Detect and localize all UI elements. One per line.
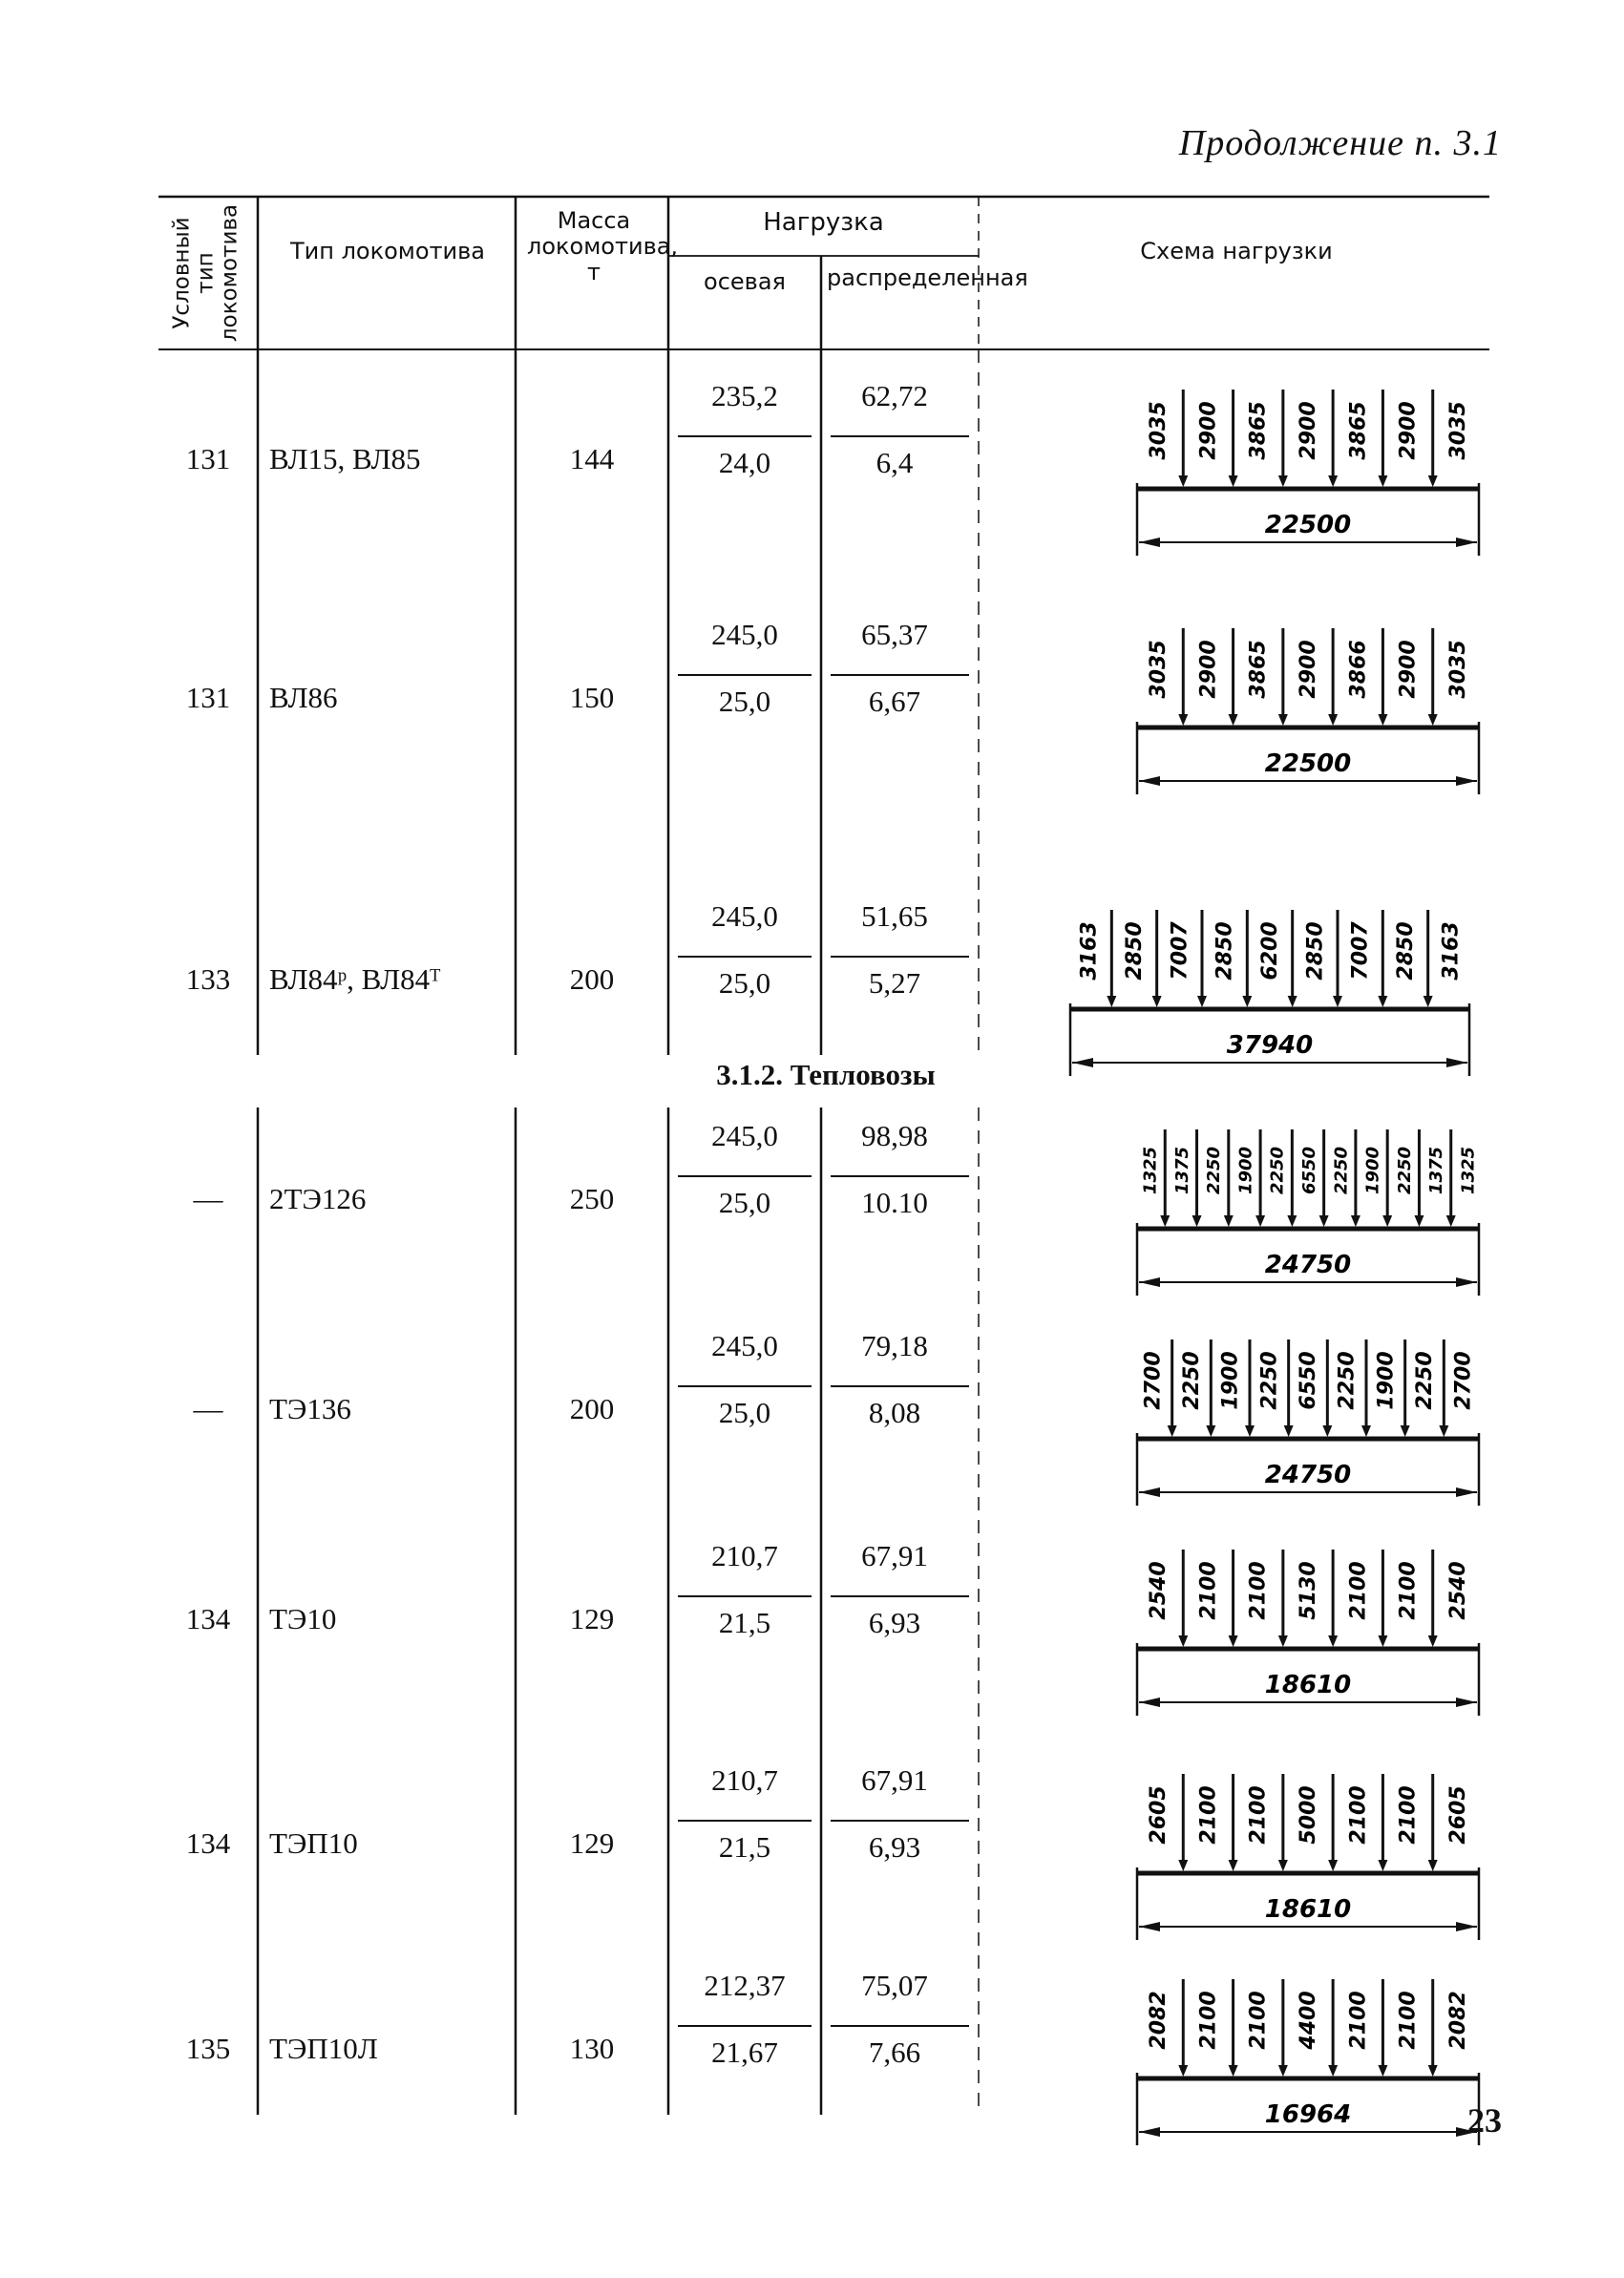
arrow-head: [1178, 714, 1188, 726]
arrow-head: [1378, 1635, 1387, 1647]
arrow-head: [1278, 475, 1288, 487]
span-label: 1900: [1362, 1146, 1383, 1195]
dist-top: 79,18: [861, 1329, 928, 1362]
span-label: 2100: [1346, 1561, 1371, 1620]
load-scheme-diagram: [1122, 382, 1494, 568]
header-mass: Масса локомотива, т: [527, 207, 679, 285]
axial-top: 245,0: [711, 618, 778, 651]
span-label: 2250: [1204, 1146, 1225, 1195]
span-label: 2100: [1346, 1785, 1371, 1845]
row-type: ВЛ15, ВЛ85: [269, 442, 421, 475]
dist-top: 65,37: [861, 618, 928, 651]
span-label: 2700: [1141, 1351, 1166, 1410]
arrow-head: [1439, 1425, 1448, 1437]
arrow-head: [1414, 1215, 1424, 1227]
dimension-arrow: [1456, 1277, 1477, 1287]
arrow-head: [1229, 475, 1238, 487]
dimension-arrow: [1139, 2127, 1160, 2137]
arrow-head: [1428, 1860, 1438, 1871]
dimension-arrow: [1456, 1698, 1477, 1707]
arrow-head: [1160, 1215, 1170, 1227]
span-label: 5000: [1297, 1785, 1320, 1845]
span-label: 1900: [1235, 1146, 1256, 1195]
arrow-head: [1319, 1215, 1329, 1227]
span-label: 6200: [1258, 921, 1282, 981]
header-code: Условный тип локомотива: [169, 203, 243, 343]
row-type: ТЭП10: [269, 1826, 358, 1860]
span-label: 2250: [1267, 1146, 1288, 1195]
row-type: ВЛ84ᵖ, ВЛ84ᵀ: [269, 962, 441, 996]
span-label: 2100: [1196, 1561, 1221, 1620]
row-mass: 129: [569, 1826, 615, 1860]
arrow-head: [1378, 2065, 1387, 2077]
span-label: 2250: [1180, 1351, 1204, 1410]
arrow-head: [1401, 1425, 1410, 1437]
arrow-head: [1328, 475, 1338, 487]
axial-top: 235,2: [711, 379, 778, 412]
load-scheme-diagram: [1122, 1542, 1494, 1728]
arrow-head: [1378, 996, 1387, 1007]
dist-bottom: 8,08: [868, 1396, 921, 1429]
row-mass: 250: [569, 1182, 615, 1215]
arrow-head: [1351, 1215, 1360, 1227]
load-scheme-diagram: [1122, 1122, 1494, 1308]
load-scheme-diagram: [1122, 1766, 1494, 1952]
span-label: 2900: [1396, 640, 1421, 699]
span-label: 3866: [1346, 640, 1371, 699]
arrow-head: [1378, 475, 1387, 487]
span-label: 6550: [1299, 1146, 1319, 1195]
span-label: 2100: [1396, 1561, 1421, 1620]
arrow-head: [1242, 996, 1252, 1007]
span-label: 3163: [1439, 921, 1464, 981]
span-label: 3035: [1147, 640, 1171, 699]
arrow-head: [1378, 714, 1387, 726]
span-label: 2900: [1196, 401, 1221, 460]
dimension-arrow: [1456, 1922, 1477, 1931]
dist-bottom: 6,93: [868, 1606, 921, 1639]
row-code: 134: [185, 1602, 231, 1635]
dimension-arrow: [1072, 1058, 1093, 1067]
load-scheme-diagram: [1122, 621, 1494, 807]
span-label: 5130: [1297, 1561, 1320, 1620]
dist-bottom: 5,27: [868, 966, 921, 1000]
span-label: 3865: [1346, 401, 1371, 460]
arrow-head: [1152, 996, 1162, 1007]
arrow-head: [1278, 1635, 1288, 1647]
arrow-head: [1328, 1635, 1338, 1647]
total-length-label: 18610: [1264, 1895, 1352, 1924]
total-length-label: 18610: [1264, 1671, 1352, 1699]
arrow-head: [1428, 2065, 1438, 2077]
dist-bottom: 6,4: [875, 446, 914, 479]
span-label: 1900: [1374, 1351, 1399, 1410]
arrow-head: [1424, 996, 1433, 1007]
span-label: 4400: [1297, 1991, 1320, 2050]
dist-top: 67,91: [861, 1539, 928, 1572]
dimension-arrow: [1456, 538, 1477, 547]
arrow-head: [1255, 1215, 1265, 1227]
dist-bottom: 6,93: [868, 1830, 921, 1864]
arrow-head: [1178, 1860, 1188, 1871]
span-label: 2605: [1445, 1785, 1470, 1845]
span-label: 2100: [1246, 1991, 1271, 2050]
span-label: 1325: [1140, 1146, 1161, 1195]
arrow-head: [1288, 996, 1297, 1007]
arrow-head: [1178, 1635, 1188, 1647]
dimension-arrow: [1456, 1487, 1477, 1497]
axial-bottom: 21,5: [718, 1830, 771, 1864]
arrow-head: [1192, 1215, 1202, 1227]
arrow-head: [1278, 2065, 1288, 2077]
span-label: 2700: [1451, 1351, 1476, 1410]
axial-top: 245,0: [711, 1329, 778, 1362]
load-scheme-diagram: [1122, 1332, 1494, 1518]
arrow-head: [1287, 1215, 1297, 1227]
dist-bottom: 6,67: [868, 685, 921, 718]
arrow-head: [1322, 1425, 1332, 1437]
arrow-head: [1178, 2065, 1188, 2077]
arrow-head: [1378, 1860, 1387, 1871]
page-number: 23: [1467, 2101, 1502, 2140]
load-scheme-diagram: [1055, 902, 1485, 1088]
arrow-head: [1107, 996, 1116, 1007]
arrow-head: [1229, 1635, 1238, 1647]
axial-top: 210,7: [711, 1539, 778, 1572]
row-mass: 200: [569, 1392, 615, 1425]
total-length-label: 22500: [1264, 511, 1352, 539]
span-label: 2250: [1331, 1146, 1352, 1195]
row-type: ВЛ86: [269, 681, 338, 714]
row-code: 131: [185, 681, 231, 714]
dimension-arrow: [1139, 1487, 1160, 1497]
header-scheme: Схема нагрузки: [1140, 238, 1333, 264]
span-label: 2250: [1394, 1146, 1415, 1195]
dimension-arrow: [1139, 1922, 1160, 1931]
total-length-label: 16964: [1264, 2100, 1352, 2129]
axial-bottom: 21,67: [711, 2035, 778, 2069]
span-label: 3163: [1077, 921, 1102, 981]
dist-bottom: 10.10: [861, 1186, 928, 1219]
span-label: 1900: [1218, 1351, 1243, 1410]
row-code: 133: [185, 962, 231, 996]
arrow-head: [1224, 1215, 1234, 1227]
row-code: —: [193, 1392, 223, 1425]
total-length-label: 24750: [1264, 1251, 1352, 1279]
span-label: 2540: [1147, 1561, 1171, 1620]
arrow-head: [1328, 714, 1338, 726]
row-mass: 200: [569, 962, 615, 996]
arrow-head: [1278, 1860, 1288, 1871]
header-type: Тип локомотива: [290, 238, 485, 264]
span-label: 3035: [1445, 640, 1470, 699]
span-label: 2100: [1196, 1991, 1221, 2050]
span-label: 7007: [1348, 921, 1373, 981]
axial-bottom: 25,0: [718, 685, 771, 718]
total-length-label: 22500: [1264, 749, 1352, 778]
dimension-arrow: [1139, 776, 1160, 786]
arrow-head: [1328, 1860, 1338, 1871]
row-mass: 129: [569, 1602, 615, 1635]
arrow-head: [1197, 996, 1207, 1007]
dimension-arrow: [1139, 538, 1160, 547]
span-label: 2100: [1396, 1785, 1421, 1845]
arrow-head: [1361, 1425, 1371, 1437]
arrow-head: [1245, 1425, 1255, 1437]
span-label: 2100: [1396, 1991, 1421, 2050]
arrow-head: [1428, 714, 1438, 726]
span-label: 2250: [1257, 1351, 1282, 1410]
row-type: ТЭ10: [269, 1602, 337, 1635]
dimension-arrow: [1139, 1698, 1160, 1707]
span-label: 2100: [1246, 1785, 1271, 1845]
section-title: 3.1.2. Тепловозы: [716, 1058, 936, 1091]
span-label: 7007: [1168, 921, 1192, 981]
span-label: 2850: [1303, 921, 1328, 981]
total-length-label: 37940: [1226, 1031, 1314, 1060]
span-label: 2605: [1147, 1785, 1171, 1845]
dist-top: 51,65: [861, 899, 928, 933]
arrow-head: [1206, 1425, 1215, 1437]
span-label: 2540: [1445, 1561, 1470, 1620]
page-header: Продолжение п. 3.1: [1178, 123, 1502, 163]
arrow-head: [1178, 475, 1188, 487]
span-label: 1375: [1426, 1146, 1447, 1195]
axial-bottom: 21,5: [718, 1606, 771, 1639]
dist-top: 75,07: [861, 1969, 928, 2002]
arrow-head: [1229, 714, 1238, 726]
header-axial: осевая: [704, 268, 786, 295]
arrow-head: [1229, 2065, 1238, 2077]
total-length-label: 24750: [1264, 1461, 1352, 1489]
span-label: 2250: [1335, 1351, 1360, 1410]
row-type: ТЭ136: [269, 1392, 351, 1425]
arrow-head: [1284, 1425, 1294, 1437]
axial-bottom: 25,0: [718, 966, 771, 1000]
dist-bottom: 7,66: [868, 2035, 921, 2069]
span-label: 3865: [1246, 401, 1271, 460]
span-label: 6550: [1297, 1351, 1320, 1410]
load-scheme-diagram: [1122, 1972, 1494, 2158]
row-type: ТЭП10Л: [269, 2032, 378, 2065]
span-label: 2900: [1396, 401, 1421, 460]
span-label: 3035: [1445, 401, 1470, 460]
row-type: 2ТЭ126: [269, 1182, 367, 1215]
header-load: Нагрузка: [763, 208, 884, 237]
span-label: 2900: [1297, 640, 1320, 699]
arrow-head: [1333, 996, 1342, 1007]
axial-top: 212,37: [704, 1969, 786, 2002]
axial-bottom: 24,0: [718, 446, 771, 479]
span-label: 2850: [1394, 921, 1418, 981]
span-label: 2250: [1413, 1351, 1437, 1410]
dist-top: 98,98: [861, 1119, 928, 1152]
row-mass: 144: [569, 442, 615, 475]
axial-top: 210,7: [711, 1763, 778, 1797]
span-label: 1375: [1171, 1146, 1192, 1195]
span-label: 2100: [1196, 1785, 1221, 1845]
span-label: 2850: [1213, 921, 1237, 981]
span-label: 2082: [1147, 1991, 1171, 2050]
span-label: 2100: [1246, 1561, 1271, 1620]
row-code: 134: [185, 1826, 231, 1860]
arrow-head: [1428, 1635, 1438, 1647]
axial-top: 245,0: [711, 1119, 778, 1152]
axial-top: 245,0: [711, 899, 778, 933]
span-label: 2100: [1346, 1991, 1371, 2050]
arrow-head: [1428, 475, 1438, 487]
dist-top: 67,91: [861, 1763, 928, 1797]
span-label: 1325: [1458, 1146, 1479, 1195]
axial-bottom: 25,0: [718, 1186, 771, 1219]
row-code: 135: [185, 2032, 231, 2065]
row-code: 131: [185, 442, 231, 475]
dimension-arrow: [1139, 1277, 1160, 1287]
arrow-head: [1168, 1425, 1177, 1437]
span-label: 2082: [1445, 1991, 1470, 2050]
span-label: 3865: [1246, 640, 1271, 699]
dimension-arrow: [1456, 776, 1477, 786]
arrow-head: [1328, 2065, 1338, 2077]
row-mass: 130: [569, 2032, 615, 2065]
dist-top: 62,72: [861, 379, 928, 412]
axial-bottom: 25,0: [718, 1396, 771, 1429]
dimension-arrow: [1446, 1058, 1467, 1067]
span-label: 2900: [1297, 401, 1320, 460]
arrow-head: [1446, 1215, 1456, 1227]
arrow-head: [1382, 1215, 1392, 1227]
span-label: 2850: [1123, 921, 1147, 981]
header-distributed: распределенная: [827, 264, 1028, 291]
row-code: —: [193, 1182, 223, 1215]
arrow-head: [1229, 1860, 1238, 1871]
arrow-head: [1278, 714, 1288, 726]
row-mass: 150: [569, 681, 615, 714]
span-label: 2900: [1196, 640, 1221, 699]
span-label: 3035: [1147, 401, 1171, 460]
